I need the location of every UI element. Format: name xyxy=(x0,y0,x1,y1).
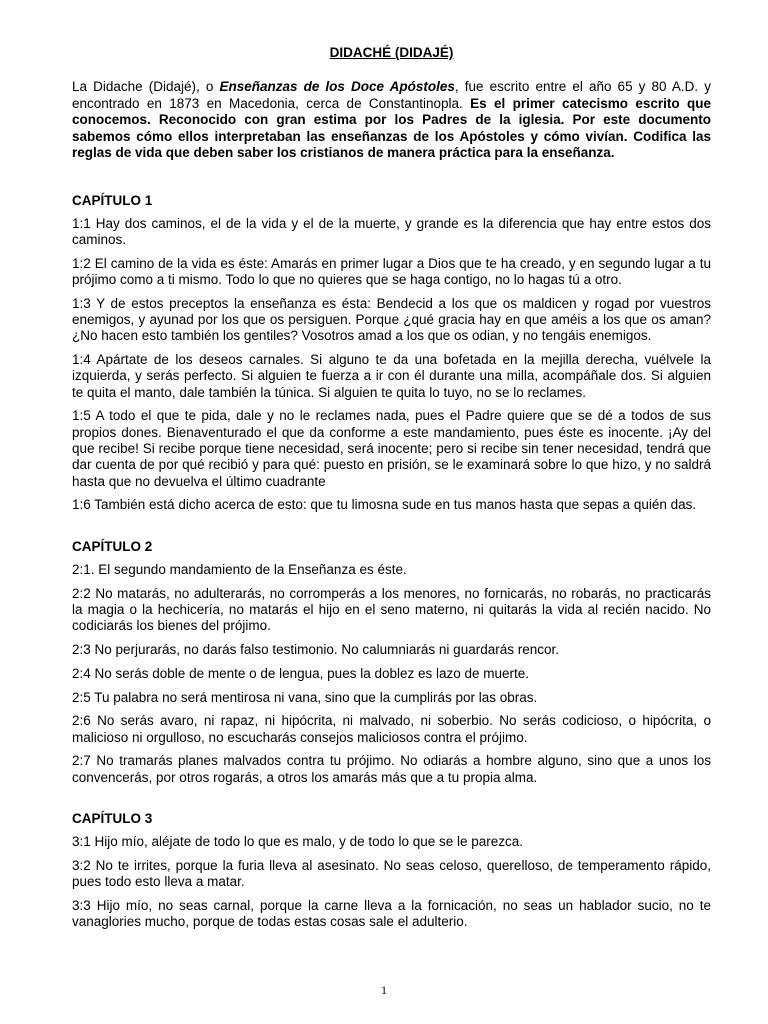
verse: 2:3 No perjurarás, no darás falso testimonio. No calumniarás ni guardarás rencor. xyxy=(72,641,559,657)
verse: 1:2 El camino de la vida es éste: Amarás en primer lugar a Dios que te ha creado, y en segundo lugar a tu prójimo como a ti mismo. Todo lo que no quieres que se haga contigo, no lo hagas tú a otro. xyxy=(72,255,711,287)
chapter-3 xyxy=(72,810,711,930)
intro-bold-text: Es el primer catecismo escrito que conocemos. Reconocido con gran estima por los Padres de la iglesia. Por este documento sabemos cómo ellos interpretaban las enseñanzas de los Apóstoles y cómo vivían. Codifica las reglas de vida que deben saber los cristianos de manera práctica para la enseñanza. xyxy=(72,95,711,160)
chapter-title: CAPÍTULO 1 xyxy=(72,192,153,208)
verse: 2:5 Tu palabra no será mentirosa ni vana, sino que la cumplirás por las obras. xyxy=(72,689,538,705)
chapter-title: CAPÍTULO 2 xyxy=(72,538,153,554)
verse: 3:2 No te irrites, porque la furia lleva al asesinato. No seas celoso, querelloso, de temperamento rápido, pues todo esto lleva a matar. xyxy=(72,857,711,890)
verse: 3:1 Hijo mío, aléjate de todo lo que es malo, y de todo lo que se le parezca. xyxy=(72,834,524,850)
verse: 2:7 No tramarás planes malvados contra tu prójimo. No odiarás a hombre alguno, sino que a unos los convencerás, por otros rogarás, a otros los amarás más que a tu propia alma. xyxy=(72,753,711,785)
chapter-1 xyxy=(72,192,711,514)
verse: 1:1 Hay dos caminos, el de la vida y el de la muerte, y grande es la diferencia que hay entre estos dos caminos. xyxy=(72,215,711,247)
intro-text-1: La Didache (Didajé), o xyxy=(72,79,220,94)
verse: 2:1. El segundo mandamiento de la Enseñanza es éste. xyxy=(72,561,407,577)
chapter-title: CAPÍTULO 3 xyxy=(72,811,153,827)
intro-italic-title: Enseñanzas de los Doce Apóstoles xyxy=(219,79,455,94)
chapter-2 xyxy=(72,538,711,786)
verse: 2:2 No matarás, no adulterarás, no corromperás a los menores, no fornicarás, no robarás, no practicarás la magia o la hechicería, no matarás el hijo en el seno materno, ni quitarás la vida al recién nacido. No codiciarás los bienes del prójimo. xyxy=(72,585,711,634)
document-title: DIDACHÉ (DIDAJÉ) xyxy=(329,45,454,60)
verse: 3:3 Hijo mío, no seas carnal, porque la carne lleva a la fornicación, no seas un hablador sucio, no te vanaglories mucho, porque de todas estas cosas sale el adulterio. xyxy=(72,897,711,930)
verse: 1:5 A todo el que te pida, dale y no le reclames nada, pues el Padre quiere que se dé a todos de sus propios dones. Bienaventurado el que da conforme a este mandamiento, pues éste es inocente. ¡Ay del que recibe! Si recibe porque tiene necesidad, será inocente; pero si recibe sin tener necesidad, tendrá que dar cuenta de por qué recibió y para qué: puesto en prisión, se le examinará sobre lo que hizo, y no saldrá hasta que no devuelva el último cuadrante xyxy=(72,408,711,489)
document-page xyxy=(72,44,711,955)
page-number: 1 xyxy=(381,983,387,997)
verse: 2:6 No serás avaro, ni rapaz, ni hipócrita, ni malvado, ni soberbio. No serás codicioso, o hipócrita, o malicioso ni orgulloso, no escucharás consejos maliciosos contra el prójimo. xyxy=(72,713,711,745)
verse: 1:4 Apártate de los deseos carnales. Si alguno te da una bofetada en la mejilla derecha, vuélvele la izquierda, y serás perfecto. Si alguien te fuerza a ir con él durante una milla, acompáñale dos. Si alguien te quita el manto, dale también la túnica. Si alguien te quita lo tuyo, no se lo reclames. xyxy=(72,352,711,400)
verse: 2:4 No serás doble de mente o de lengua, pues la doblez es lazo de muerte. xyxy=(72,665,530,681)
verse: 1:6 También está dicho acerca de esto: que tu limosna sude en tus manos hasta que sepas a quién das. xyxy=(72,497,697,513)
intro-paragraph xyxy=(72,79,711,162)
intro-text-2: , fue escrito entre el año 65 y 80 A.D. y encontrado en 1873 en Macedonia, cerca de Constantinopla. xyxy=(72,79,711,111)
verse: 1:3 Y de estos preceptos la enseñanza es ésta: Bendecid a los que os maldicen y rogad por vuestros enemigos, y ayunad por los que os persiguen. Porque ¿qué gracia hay en que améis a los que os aman? ¿No hacen esto también los gentiles? Vosotros amad a los que os odian, y no tengáis enemigos. xyxy=(72,295,711,344)
